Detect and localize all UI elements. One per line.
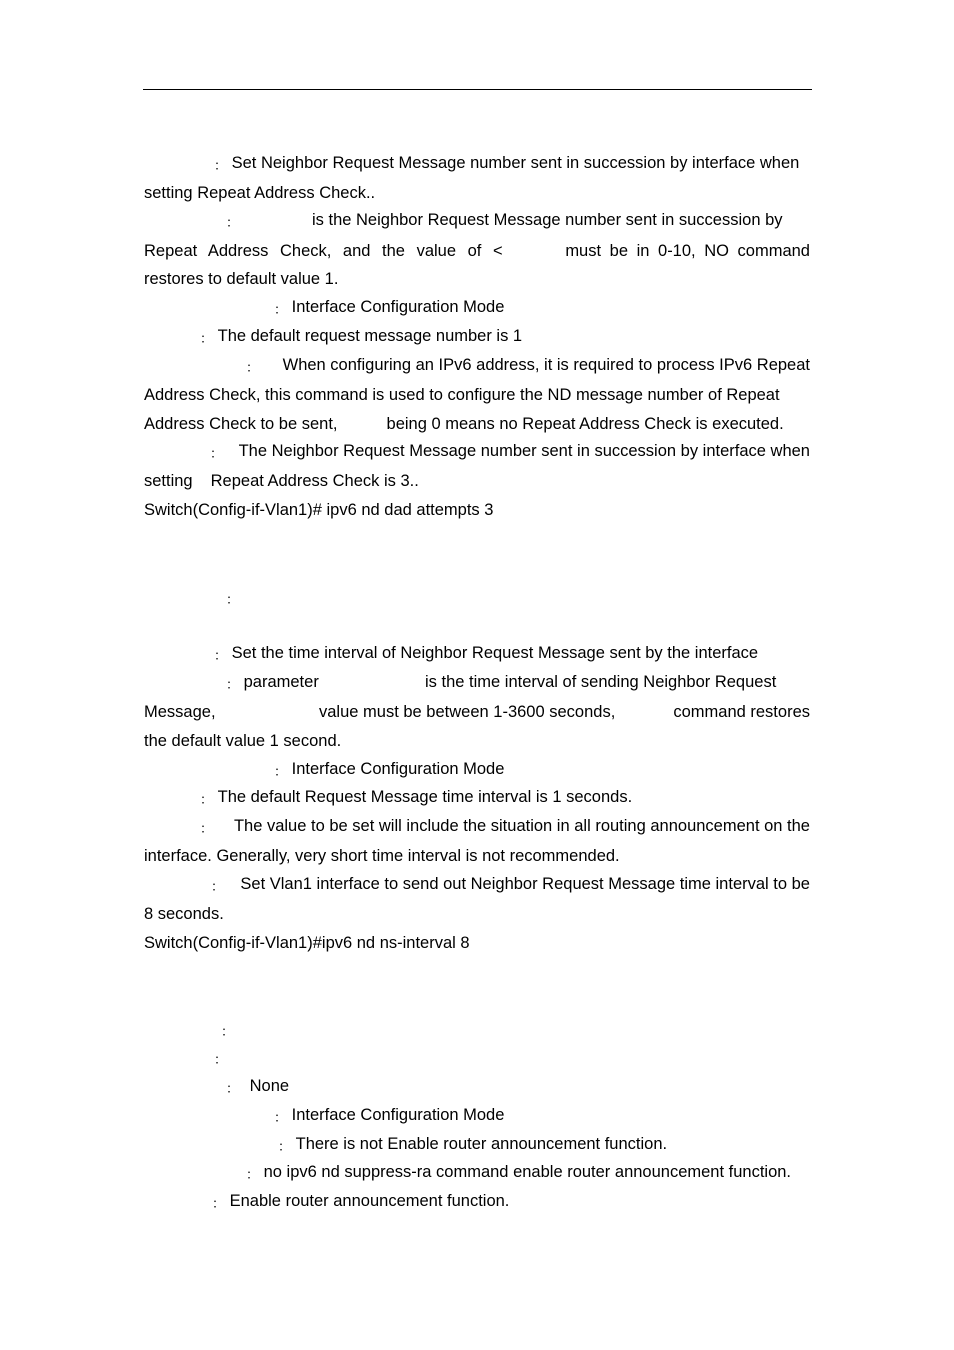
mode-text: Interface Configuration Mode — [291, 298, 505, 316]
function-text: Set Neighbor Request Message number sent in succession by interface when — [231, 154, 800, 172]
parameter-line — [144, 269, 810, 289]
parameter-text: Message, — [144, 703, 216, 721]
example-line: ： The Neighbor Request Message number sent in succession by interface when — [210, 442, 810, 461]
example-line: ： Set Vlan1 interface to send out Neighbor Request Message time interval to be — [211, 875, 810, 894]
parameter-text: is the time interval of sending Neighbor Request — [425, 673, 777, 691]
example-line: ： Enable router announcement function. — [212, 1192, 510, 1211]
parameter-text: value must be between 1-3600 seconds, — [319, 703, 616, 721]
usage-line: ： When configuring an IPv6 address, it is required to process IPv6 Repeat — [246, 356, 810, 375]
parameter-text: the default value 1 second. — [144, 732, 342, 750]
default-line: ： The default request message number is 1 — [200, 327, 523, 346]
usage-text: being 0 means no Repeat Address Check is executed. — [386, 415, 784, 433]
example-text: The Neighbor Request Message number sent in succession by interface when — [238, 442, 810, 460]
example-text: 8 seconds. — [144, 905, 224, 923]
parameter-text: must be in 0-10, NO command — [565, 242, 810, 260]
usage-line — [144, 414, 810, 434]
default-text: There is not Enable router announcement function. — [295, 1135, 668, 1153]
usage-text: When configuring an IPv6 address, it is required to process IPv6 Repeat — [282, 356, 810, 374]
colon: ： — [214, 158, 228, 173]
function-colon: ： — [214, 1052, 228, 1067]
usage-line: ： The value to be set will include the situation in all routing announcement on the — [200, 817, 810, 836]
parameter-text: restores to default value 1. — [144, 270, 339, 288]
example-line — [144, 904, 810, 924]
parameter-line — [668, 702, 810, 722]
parameter-colon: ： — [226, 215, 240, 230]
usage-line — [144, 385, 810, 405]
parameter-line: ： parameter — [226, 673, 319, 692]
syntax-colon: ： — [221, 1024, 235, 1039]
parameter-line — [557, 241, 810, 261]
default-text: The default request message number is 1 — [217, 327, 523, 345]
cli-command: Switch(Config-if-Vlan1)#ipv6 nd ns-interval 8 — [144, 934, 470, 952]
mode-text: Interface Configuration Mode — [291, 760, 505, 778]
parameter-line — [312, 210, 810, 230]
cli-command: Switch(Config-if-Vlan1)# ipv6 nd dad attempts 3 — [144, 501, 494, 519]
default-line: ： There is not Enable router announcement function. — [278, 1135, 668, 1154]
parameter-line — [425, 672, 810, 692]
header-rule — [143, 89, 812, 90]
parameter-text: Repeat Address Check, and the value of < — [144, 242, 503, 260]
default-line: ： The default Request Message time interval is 1 seconds. — [200, 788, 633, 807]
example-line — [144, 471, 810, 491]
syntax-colon: ： — [226, 592, 240, 607]
parameter-line: ： None — [226, 1077, 290, 1096]
parameter-line — [144, 731, 810, 751]
default-text: The default Request Message time interval is 1 seconds. — [217, 788, 633, 806]
parameter-text: is the Neighbor Request Message number sent in succession by — [312, 211, 783, 229]
usage-text: Address Check to be sent, — [144, 415, 338, 433]
function-line — [144, 183, 810, 203]
function-line — [214, 153, 810, 174]
usage-text: The value to be set will include the situation in all routing announcement on the — [233, 817, 810, 835]
example-text: Enable router announcement function. — [229, 1192, 510, 1210]
usage-line: ： no ipv6 nd suppress-ra command enable router announcement function. — [246, 1163, 792, 1182]
mode-line: ： Interface Configuration Mode — [274, 298, 505, 317]
function-line: ： Set the time interval of Neighbor Request Message sent by the interface — [214, 644, 759, 663]
usage-text: Address Check, this command is used to configure the ND message number of Repeat — [144, 386, 780, 404]
parameter-text: None — [249, 1077, 290, 1095]
usage-text: no ipv6 nd suppress-ra command enable router announcement function. — [263, 1163, 792, 1181]
example-text: Repeat Address Check is 3.. — [210, 472, 419, 490]
mode-text: Interface Configuration Mode — [291, 1106, 505, 1124]
mode-line: ： Interface Configuration Mode — [274, 760, 505, 779]
mode-line: ： Interface Configuration Mode — [274, 1106, 505, 1125]
function-text: setting Repeat Address Check.. — [144, 184, 376, 202]
usage-text: interface. Generally, very short time interval is not recommended. — [144, 847, 620, 865]
parameter-text: command restores — [673, 703, 810, 721]
parameter-text: parameter — [243, 673, 319, 691]
function-text: Set the time interval of Neighbor Request Message sent by the interface — [231, 644, 759, 662]
parameter-line — [319, 702, 954, 722]
example-text: Set Vlan1 interface to send out Neighbor Request Message time interval to be — [240, 875, 810, 893]
example-text: setting — [144, 472, 193, 490]
usage-line — [144, 846, 810, 866]
